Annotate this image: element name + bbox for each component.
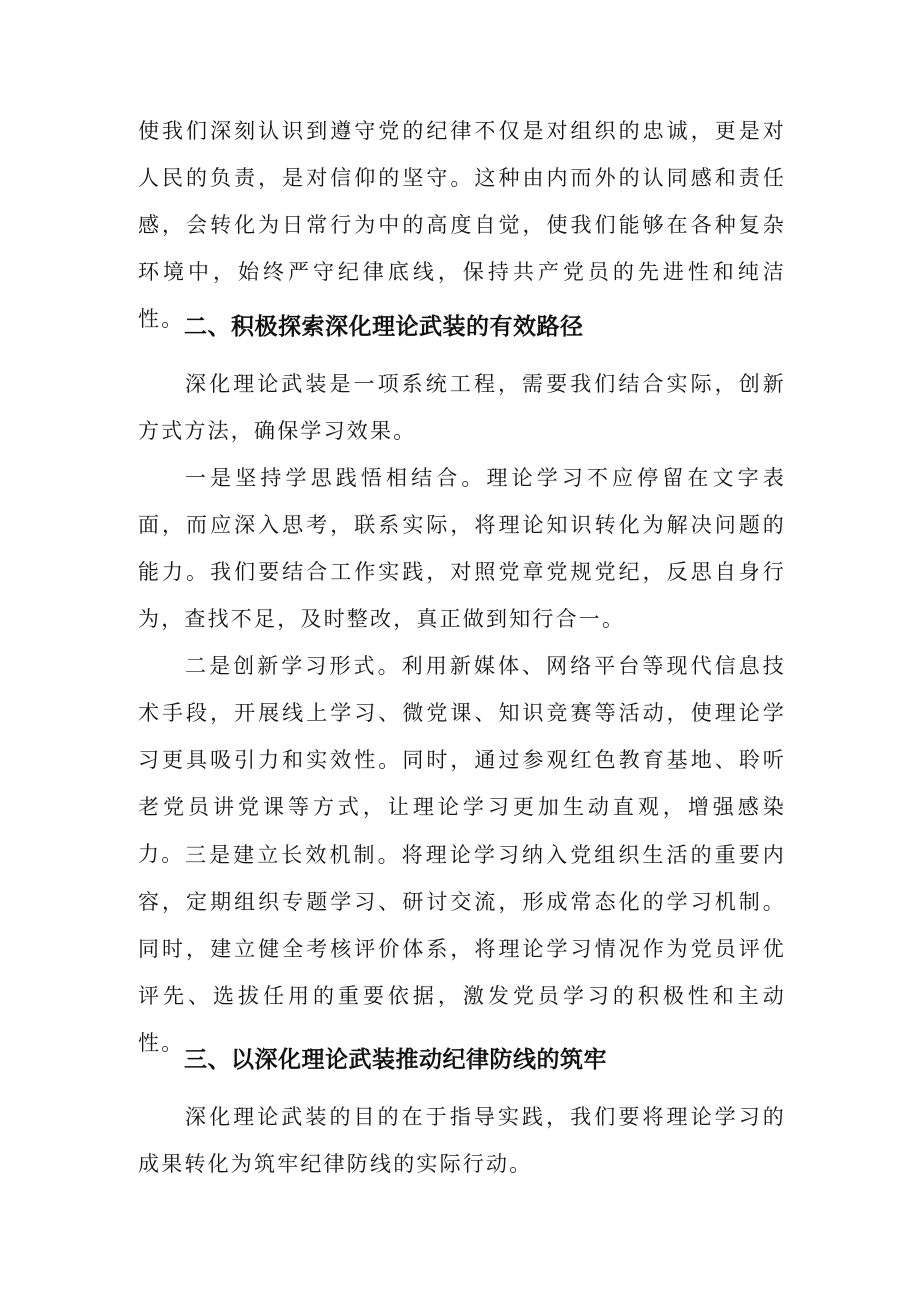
section-heading-2: 二、积极探索深化理论武装的有效路径: [184, 314, 584, 340]
paragraph-practice-guidance: 深化理论武装的目的在于指导实践，我们要将理论学习的成果转化为筑牢纪律防线的实际行动。: [138, 1105, 786, 1176]
paragraph-discipline-awareness: 使我们深刻认识到遵守党的纪律不仅是对组织的忠诚，更是对人民的负责，是对信仰的坚守。这种由内而外的认同感和责任感，会转化为日常行为中的高度自觉，使我们能够在各种复杂环境中，始终严守纪律底线，保持共产党员的先进性和纯洁性。: [138, 119, 786, 331]
paragraph-innovative-forms: 二是创新学习形式。利用新媒体、网络平台等现代信息技术手段，开展线上学习、微党课、知识竞赛等活动，使理论学习更具吸引力和实效性。同时，通过参观红色教育基地、聆听老党员讲党课等方式，让理论学习更加生动直观，增强感染力。: [138, 654, 786, 866]
paragraph-systematic-project: 深化理论武装是一项系统工程，需要我们结合实际，创新方式方法，确保学习效果。: [138, 372, 786, 443]
paragraph-long-term-mechanism: 三是建立长效机制。将理论学习纳入党组织生活的重要内容，定期组织专题学习、研讨交流，形成常态化的学习机制。同时，建立健全考核评价体系，将理论学习情况作为党员评优评先、选拔任用的重要依据，激发党员学习的积极性和主动性。: [138, 843, 786, 1055]
paragraph-learning-practice: 一是坚持学思践悟相结合。理论学习不应停留在文字表面，而应深入思考，联系实际，将理论知识转化为解决问题的能力。我们要结合工作实践，对照党章党规党纪，反思自身行为，查找不足，及时整改，真正做到知行合一。: [138, 466, 786, 631]
section-heading-3: 三、以深化理论武装推动纪律防线的筑牢: [184, 1047, 607, 1073]
